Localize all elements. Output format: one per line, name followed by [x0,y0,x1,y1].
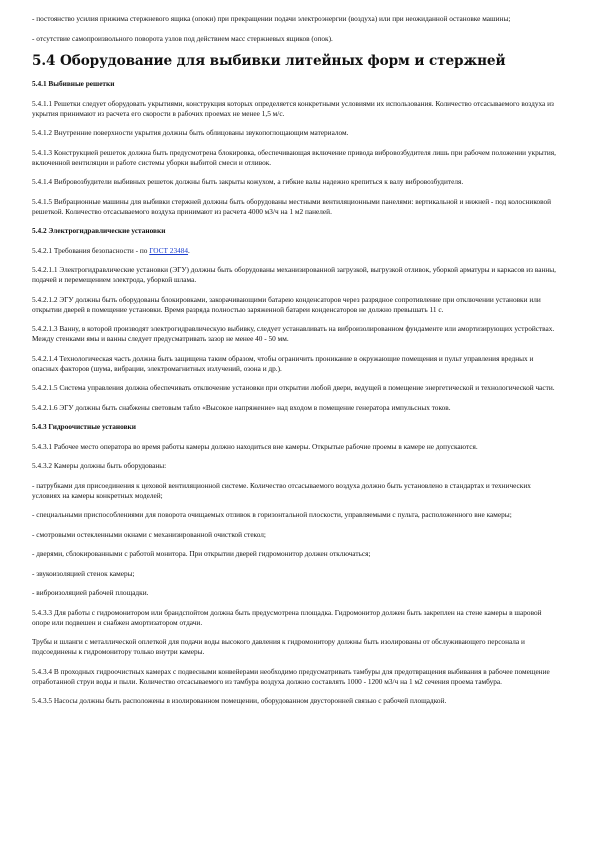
clause-5-4-3-3-continued: Трубы и шланги с металлической оплеткой для подачи воды высокого давления к гидромонитору должны быть изолированы от обслуживающего персонала и подсоединены к гидромонитору только внутри камеры. [32,637,525,656]
clause-5-4-1-4: 5.4.1.4 Вибровозбудители выбивных решеток должны быть закрыты кожухом, а гибкие валы надежно крепиться к валу вибровозбудителя. [32,177,464,186]
clause-5-4-1-3: 5.4.1.3 Конструкцией решеток должна быть предусмотрена блокировка, обеспечивающая включение привода вибровозбудителя лишь при рабочем положении укрытия, включенной вентиляции и работе системы уборки выбитой смеси и отливок. [32,147,556,167]
subsection-heading-5-4-1: 5.4.1 Выбивные решетки [32,79,115,88]
clause-5-4-2-1-1: 5.4.2.1.1 Электрогидравлические установки (ЭГУ) должны быть оборудованы механизированной загрузкой, выгрузкой отливок, уборкой арматуры и каркасов из ванны, подачей и перемещением электрода, уборкой шлама. [32,265,557,284]
subsection-heading-5-4-3: 5.4.3 Гидроочистные установки [32,422,136,431]
intro-paragraph-1: - постоянство усилия прижима стержневого ящика (опоки) при прекращении подачи электроэнергии (воздуха) или при неожиданной остановке машины; [32,14,511,23]
clause-5-4-2-1-text: 5.4.2.1 Требования безопасности - по [32,245,150,255]
clause-5-4-2-1-end: . [188,245,190,255]
clause-5-4-2-1-3: 5.4.2.1.3 Ванну, в которой производят электрогидравлическую выбивку, следует устанавливать на виброизолированном фундаменте или амортизирующих устройствах. Между стенками ямы и ванны следует предусматривать зазор не менее 40 - 50 мм. [32,324,555,343]
bullet-item: - специальными приспособлениями для поворота очищаемых отливок в горизонтальной плоскости, управляемыми с пульта, расположенного вне камеры; [32,510,512,519]
clause-5-4-3-2: 5.4.3.2 Камеры должны быть оборудованы: [32,461,167,470]
clause-5-4-3-4: 5.4.3.4 В проходных гидроочистных камерах с подвесными конвейерами необходимо предусматривать тамбуры для предотвращения выбивания в рабочее помещение отработанной струи воды и пыли. Количество отсасываемого из тамбура воздуха должно составлять 1000 - 1200 м3/ч на 1 м2 сечения проема тамбура. [32,666,550,686]
bullet-item: - звукоизоляцией стенок камеры; [32,568,135,578]
clause-5-4-1-2: 5.4.1.2 Внутренние поверхности укрытия должны быть облицованы звукопоглощающим материалом. [32,128,349,137]
bullet-item: - смотровыми остекленными окнами с механизированной очисткой стекол; [32,529,266,539]
clause-5-4-2-1-2: 5.4.2.1.2 ЭГУ должны быть оборудованы блокировками, закорачивающими батарею конденсаторов через разрядное сопротивление при отключении установки или открытии дверей в помещение установки. Время разряда полностью заряженной батареи конденсаторов не должно превышать 11 с. [32,294,541,314]
bullet-item: - виброизоляцией рабочей площадки. [32,588,149,597]
clause-5-4-2-1 [32,246,559,256]
clause-5-4-2-1-4: 5.4.2.1.4 Технологическая часть должна быть защищена таким образом, чтобы ограничить проникание в окружающие помещения и пульт управления вредных и опасных факторов (шума, вибрации, электромагнитных излучений, озона и др.). [32,353,534,373]
clause-5-4-1-1: 5.4.1.1 Решетки следует оборудовать укрытиями, конструкция которых определяется конкретными условиями их использования. Количество отсасываемого воздуха из укрытия принимают из расчета его скорости в рабочих проемах не менее 1,5 м/с. [32,98,554,118]
bullet-item: - патрубками для присоединения к цеховой вентиляционной системе. Количество отсасываемого воздуха должно быть установлено в стандартах и технических условиях на камеры конкретных моделей; [32,480,531,500]
intro-paragraph-2: - отсутствие самопроизвольного поворота узлов под действием масс стержневых ящиков (опок). [32,33,333,43]
gost-23484-link[interactable]: ГОСТ 23484 [149,245,189,255]
bullet-item: - дверями, сблокированными с работой монитора. При открытии дверей гидромонитор должен отключаться; [32,549,371,558]
subsection-heading-5-4-2: 5.4.2 Электрогидравлические установки [32,226,166,235]
clause-5-4-3-5: 5.4.3.5 Насосы должны быть расположены в изолированном помещении, оборудованном двусторонней связью с рабочей площадкой. [32,696,447,705]
clause-5-4-2-1-6: 5.4.2.1.6 ЭГУ должны быть снабжены световым табло «Высокое напряжение» над входом в помещение генератора импульсных токов. [32,402,451,412]
clause-5-4-1-5: 5.4.1.5 Вибрационные машины для выбивки стержней должны быть оборудованы местными вентиляционными панелями: вертикальной и нижней - под колосниковой решеткой. Количество отсасываемого воздуха принимают из расчета 4000 м3/ч на 1 м2 панелей. [32,196,552,216]
clause-5-4-3-1: 5.4.3.1 Рабочее место оператора во время работы камеры должно находиться вне камеры. Открытые рабочие проемы в камере не допускаются. [32,441,478,451]
section-title-5-4: 5.4 Оборудование для выбивки литейных форм и стержней [32,53,506,69]
clause-5-4-3-3: 5.4.3.3 Для работы с гидромонитором или брандспойтом должна быть предусмотрена площадка. Гидромонитор должен быть закреплен на стене камеры в шаровой опоре или подвешен и снабжен амортизатором отдачи. [32,607,542,627]
clause-5-4-2-1-5: 5.4.2.1.5 Система управления должна обеспечивать отключение установки при открытии любой двери, ведущей в помещение энергетической и технологической части. [32,383,555,392]
